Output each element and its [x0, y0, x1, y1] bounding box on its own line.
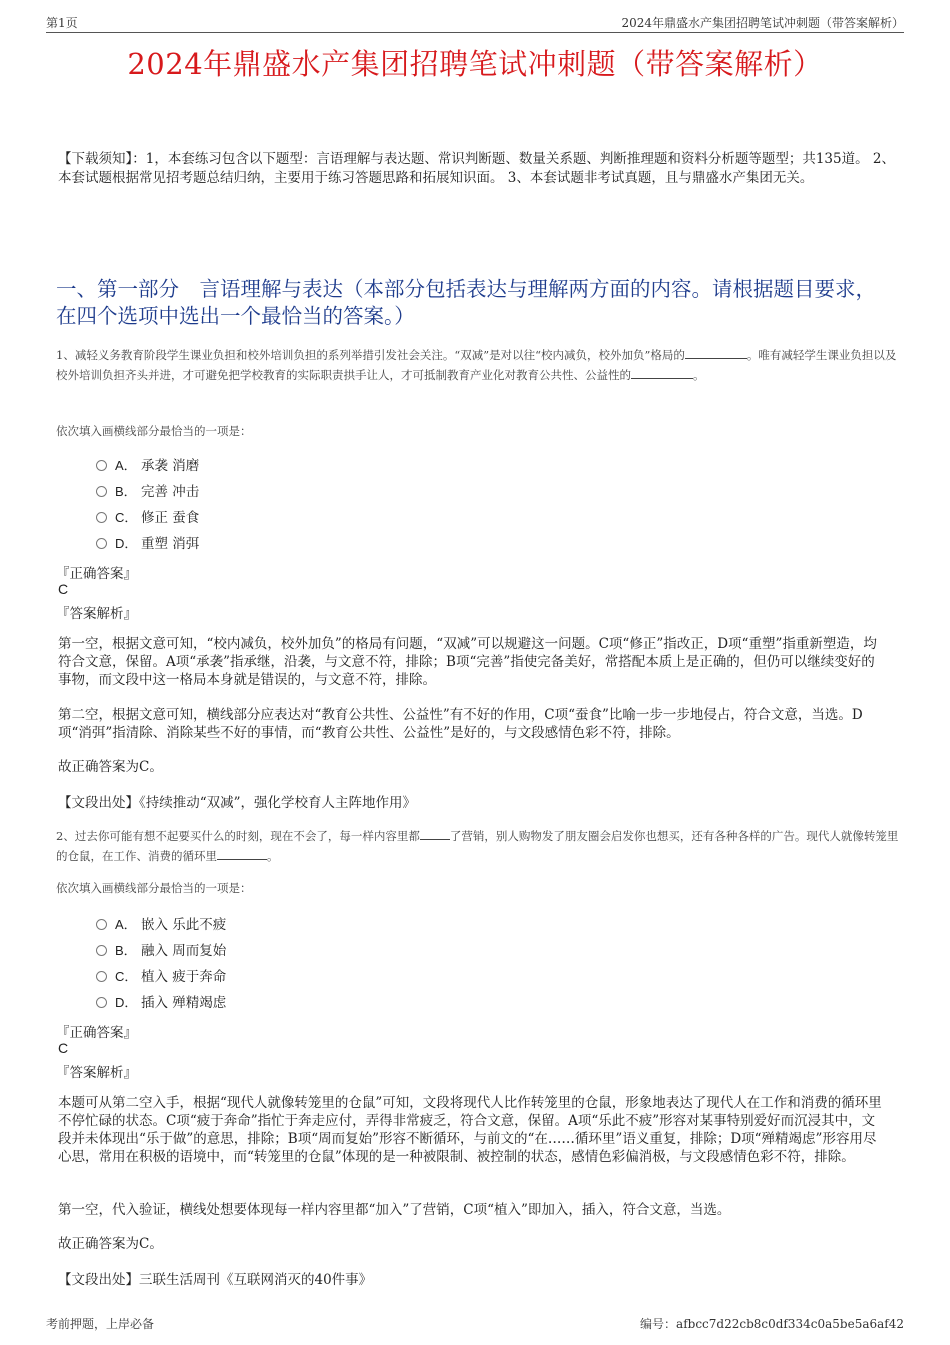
radio-icon[interactable] [96, 486, 107, 497]
header-doc-title: 2024年鼎盛水产集团招聘笔试冲刺题（带答案解析） [621, 16, 904, 30]
question-2-correct-answer-label: 『正确答案』 [56, 1025, 137, 1041]
option-text: 植入 疲于奔命 [141, 969, 227, 985]
option-letter: A． [115, 917, 137, 932]
option-text: 修正 蚕食 [141, 510, 200, 526]
radio-icon[interactable] [96, 971, 107, 982]
document-title: 2024年鼎盛水产集团招聘笔试冲刺题（带答案解析） [127, 47, 823, 81]
option-text: 完善 冲击 [141, 484, 200, 500]
radio-icon[interactable] [96, 945, 107, 956]
question-1-option-d[interactable] [96, 534, 199, 554]
option-letter: B． [115, 484, 137, 499]
question-2-analysis-2: 第一空，代入验证，横线处想要体现每一样内容里都“加入”了营销，C项“植入”即加入，插入，符合文意，当选。 [58, 1202, 731, 1218]
question-2-option-c[interactable] [96, 967, 226, 987]
option-letter: B． [115, 943, 137, 958]
question-2-option-a[interactable] [96, 915, 226, 935]
option-text: 插入 殚精竭虑 [141, 995, 227, 1011]
question-2-text [56, 826, 906, 866]
question-2-text-part-c: 。 [267, 849, 279, 863]
question-1-text-part-b: 。唯有减轻学生课业负担以及校外培训负担齐头并进，才可避免把学校教育的实际职责拱手让人，才可抵制教育产业化对教育公共性、公益性的 [56, 348, 897, 382]
question-1-text [56, 345, 906, 385]
question-1-option-b[interactable] [96, 482, 199, 502]
question-1-text-part-a: 1、减轻义务教育阶段学生课业负担和校外培训负担的系列举措引发社会关注。“双减”是对以往“校内减负，校外加负”格局的 [56, 348, 685, 362]
option-text: 嵌入 乐此不疲 [141, 917, 227, 933]
section-heading: 一、第一部分 言语理解与表达（本部分包括表达与理解两方面的内容。请根据题目要求，在四个选项中选出一个最恰当的答案。） [56, 277, 876, 328]
option-letter: A． [115, 458, 137, 473]
radio-icon[interactable] [96, 919, 107, 930]
question-2-text-part-b: 了营销，别人购物发了朋友圈会启发你也想买，还有各种各样的广告。现代人就像转笼里的仓鼠，在工作、消费的循环里 [56, 829, 899, 863]
question-1-analysis-2: 第二空，根据文意可知，横线部分应表达对“教育公共性、公益性”有不好的作用，C项“蚕食”比喻一步一步地侵占，符合文意，当选。D项“消弭”指清除、消除某些不好的事情，而“教育公共性、公益性”是好的，与文段感情色彩不符，排除。 [58, 707, 863, 741]
option-letter: D． [115, 536, 138, 551]
question-1-correct-answer-label: 『正确答案』 [56, 566, 137, 582]
question-2-option-d[interactable] [96, 993, 226, 1013]
radio-icon[interactable] [96, 512, 107, 523]
question-2-option-b[interactable] [96, 941, 226, 961]
page-number: 第1页 [46, 16, 78, 30]
option-text: 重塑 消弭 [141, 536, 200, 552]
question-2-analysis-1: 本题可从第二空入手，根据“现代人就像转笼里的仓鼠”可知，文段将现代人比作转笼里的仓鼠，形象地表达了现代人在工作和消费的循环里不停忙碌的状态。C项“疲于奔命”指忙于奔走应付，弄得非常疲乏，符合文意，保留。A项“乐此不疲”形容对某事特别爱好而沉浸其中，文段并未体现出“乐于做”的意思，排除；B项“周而复始”形容不断循环，与前文的“在……循环里”语义重复，排除；D项“殚精竭虑”形容用尽心思，常用在积极的语境中，而“转笼里的仓鼠”体现的是一种被限制、被控制的状态，感情色彩偏消极，与文段感情色彩不符，排除。 [58, 1095, 882, 1165]
option-letter: C． [115, 969, 138, 984]
question-1-prompt: 依次填入画横线部分最恰当的一项是： [56, 424, 252, 438]
question-1-blank-1 [685, 346, 747, 359]
question-1-answer: C [58, 581, 69, 597]
question-2-analysis-3: 故正确答案为C。 [58, 1236, 163, 1252]
question-1-text-part-c: 。 [693, 368, 705, 382]
radio-icon[interactable] [96, 460, 107, 471]
option-letter: D． [115, 995, 138, 1010]
question-1-option-a[interactable] [96, 456, 199, 476]
question-1-analysis-1: 第一空，根据文意可知，“校内减负，校外加负”的格局有问题，“双减”可以规避这一问题。C项“修正”指改正，D项“重塑”指重新塑造，均符合文意，保留。A项“承袭”指承继，沿袭，与文意不符，排除；B项“完善”指使完备美好，常搭配本质上是正确的，但仍可以继续变好的事物，而文段中这一格局本身就是错误的，与文意不符，排除。 [58, 636, 877, 688]
question-1-blank-2 [631, 366, 693, 379]
question-2-source: 【文段出处】三联生活周刊《互联网消灭的40件事》 [58, 1272, 373, 1288]
radio-icon[interactable] [96, 538, 107, 549]
download-notice: 【下载须知】：1，本套练习包含以下题型：言语理解与表达题、常识判断题、数量关系题、判断推理题和资料分析题等题型；共135道。 2、本套试题根据常见招考题总结归纳，主要用于练习答题思路和拓展知识面。 3、本套试题非考试真题，且与鼎盛水产集团无关。 [58, 151, 895, 186]
footer-serial: 编号：afbcc7d22cb8c0df334c0a5be5a6af42 [640, 1317, 904, 1331]
question-1-source: 【文段出处】《持续推动“双减”，强化学校育人主阵地作用》 [58, 795, 417, 811]
radio-icon[interactable] [96, 997, 107, 1008]
question-2-blank-2 [217, 847, 267, 860]
question-1-analysis-label: 『答案解析』 [56, 606, 137, 622]
question-2-analysis-label: 『答案解析』 [56, 1065, 137, 1081]
question-1-option-c[interactable] [96, 508, 199, 528]
footer-slogan: 考前押题，上岸必备 [46, 1317, 155, 1331]
option-letter: C． [115, 510, 138, 525]
option-text: 融入 周而复始 [141, 943, 227, 959]
question-2-blank-1 [420, 827, 450, 840]
option-text: 承袭 消磨 [141, 458, 200, 474]
question-2-text-part-a: 2、过去你可能有想不起要买什么的时刻，现在不会了，每一样内容里都 [56, 829, 420, 843]
header-divider [46, 32, 904, 33]
question-2-answer: C [58, 1040, 69, 1056]
question-2-prompt: 依次填入画横线部分最恰当的一项是： [56, 881, 252, 895]
question-1-analysis-3: 故正确答案为C。 [58, 759, 163, 775]
